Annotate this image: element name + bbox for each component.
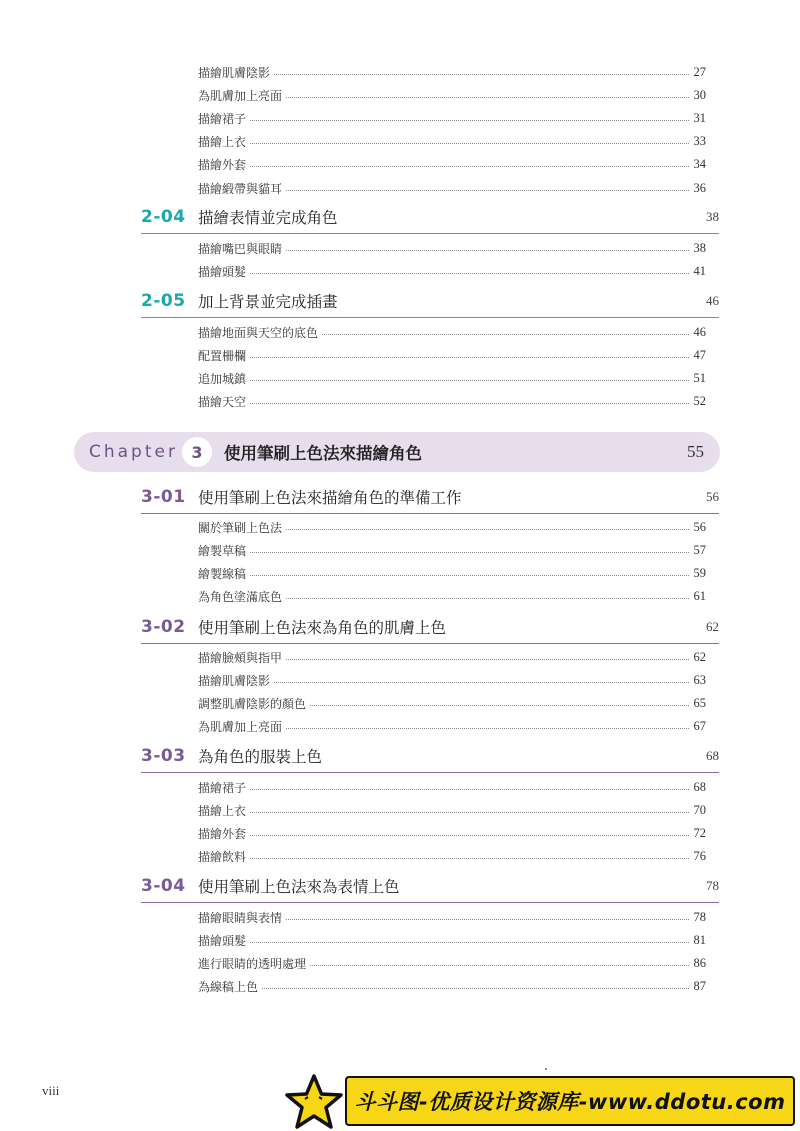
toc-entry-title: 描繪裙子 <box>198 112 247 127</box>
section-page: 68 <box>706 748 719 763</box>
toc-entry[interactable] <box>198 692 706 715</box>
toc-entry-title: 描繪嘴巴與眼睛 <box>198 242 283 256</box>
toc-entry[interactable] <box>198 906 706 929</box>
toc-entry-title: 描繪頭髮 <box>198 934 247 949</box>
section-number: 3-02 <box>141 617 186 637</box>
chapter-label: Chapter <box>89 442 178 462</box>
leader-dots <box>262 988 689 989</box>
leader-dots <box>286 250 689 251</box>
leader-dots <box>250 552 689 553</box>
toc-entry[interactable] <box>198 669 706 692</box>
toc-entry-title: 描繪外套 <box>198 827 247 842</box>
toc-entry-title: 進行眼睛的透明處理 <box>198 957 307 972</box>
section-title: 為角色的服裝上色 <box>198 748 323 766</box>
leader-dots <box>250 575 689 576</box>
leader-dots <box>274 74 689 75</box>
leader-dots <box>250 166 689 167</box>
toc-entry[interactable] <box>198 107 706 130</box>
toc-entry-page: 57 <box>693 543 706 558</box>
section-title: 使用筆刷上色法來描繪角色的準備工作 <box>198 489 462 507</box>
toc-entry-page: 31 <box>693 111 706 126</box>
toc-entry-title: 描繪外套 <box>198 158 247 173</box>
leader-dots <box>286 190 689 191</box>
leader-dots <box>310 705 689 706</box>
section-number: 2-04 <box>141 207 186 227</box>
leader-dots <box>310 965 689 966</box>
chapter-page: 55 <box>687 442 704 461</box>
toc-entry[interactable] <box>198 929 706 952</box>
toc-entry-page: 59 <box>693 566 706 581</box>
toc-section[interactable] <box>141 740 719 773</box>
section-page: 38 <box>706 209 719 224</box>
leader-dots <box>286 728 689 729</box>
toc-entry-page: 78 <box>693 910 706 924</box>
toc-entry[interactable] <box>198 562 706 585</box>
toc-entry-title: 描繪裙子 <box>198 781 247 795</box>
section-title: 描繪表情並完成角色 <box>198 209 338 227</box>
toc-entry-page: 68 <box>693 780 706 794</box>
leader-dots <box>286 97 689 98</box>
toc-entry-title: 描繪臉頰與指甲 <box>198 651 283 665</box>
toc-entry-title: 描繪頭髮 <box>198 265 247 280</box>
section-page: 56 <box>706 489 719 504</box>
section-number: 3-03 <box>141 746 186 766</box>
leader-dots <box>250 143 689 144</box>
toc-entry-title: 描繪天空 <box>198 395 247 410</box>
toc-section[interactable] <box>141 481 719 514</box>
leader-dots <box>286 919 689 920</box>
toc-entry[interactable] <box>198 539 706 562</box>
toc-entry[interactable] <box>198 61 706 84</box>
leader-dots <box>250 858 689 859</box>
section-title: 加上背景並完成插畫 <box>198 293 338 311</box>
toc-entry-page: 38 <box>693 241 706 255</box>
toc-entry-page: 76 <box>693 849 706 864</box>
section-page: 78 <box>706 878 719 893</box>
toc-entry[interactable] <box>198 153 706 176</box>
toc-entry-page: 34 <box>693 157 706 172</box>
toc-entry-title: 描繪上衣 <box>198 804 247 819</box>
toc-entry[interactable] <box>198 516 706 539</box>
leader-dots <box>250 942 689 943</box>
toc-entry-page: 27 <box>693 65 706 79</box>
toc-entry-page: 33 <box>693 134 706 149</box>
toc-entry-title: 描繪上衣 <box>198 135 247 150</box>
toc-entry-title: 為肌膚加上亮面 <box>198 720 283 735</box>
toc-entry[interactable] <box>198 321 706 344</box>
section-number: 2-05 <box>141 291 186 311</box>
toc-entry[interactable] <box>198 845 706 868</box>
toc-entry-title: 配置柵欄 <box>198 349 247 364</box>
toc-entry[interactable] <box>198 715 706 738</box>
leader-dots <box>322 334 689 335</box>
leader-dots <box>250 403 689 404</box>
section-title: 使用筆刷上色法來為表情上色 <box>198 878 400 896</box>
toc-entry-page: 41 <box>693 264 706 279</box>
toc-entry-title: 描繪肌膚陰影 <box>198 674 271 689</box>
toc-entry-page: 51 <box>693 371 706 386</box>
toc-entry-page: 47 <box>693 348 706 363</box>
toc-entry-page: 56 <box>693 520 706 534</box>
chapter-number-badge: 3 <box>182 437 212 467</box>
section-page: 46 <box>706 293 719 308</box>
section-title: 使用筆刷上色法來為角色的肌膚上色 <box>198 619 447 637</box>
toc-entry-title: 描繪地面與天空的底色 <box>198 326 319 340</box>
toc-entry-title: 追加城鎮 <box>198 372 247 387</box>
toc-entry[interactable] <box>198 260 706 283</box>
leader-dots <box>250 357 689 358</box>
leader-dots <box>250 835 689 836</box>
toc-entry-page: 46 <box>693 325 706 339</box>
toc-entry-title: 描繪肌膚陰影 <box>198 66 271 80</box>
toc-entry[interactable] <box>198 646 706 669</box>
toc-entry-title: 繪製草稿 <box>198 544 247 559</box>
leader-dots <box>250 120 689 121</box>
toc-entry[interactable] <box>198 237 706 260</box>
toc-section[interactable] <box>141 285 719 318</box>
toc-section[interactable] <box>141 201 719 234</box>
chapter-title: 使用筆刷上色法來描繪角色 <box>223 444 422 463</box>
toc-section[interactable] <box>141 870 719 903</box>
toc-entry[interactable] <box>198 177 706 200</box>
chapter-heading <box>74 432 720 472</box>
toc-entry-title: 描繪緞帶與貓耳 <box>198 181 283 196</box>
leader-dots <box>250 789 689 790</box>
decorative-dot <box>545 1068 547 1070</box>
leader-dots <box>286 598 689 599</box>
leader-dots <box>250 380 689 381</box>
toc-entry-title: 為角色塗滿底色 <box>198 590 283 605</box>
toc-entry[interactable] <box>198 390 706 413</box>
watermark-text: 斗斗图-优质设计资源库-www.ddotu.com <box>354 1090 786 1114</box>
toc-entry-title: 描繪飲料 <box>198 850 247 865</box>
toc-section[interactable] <box>141 611 719 644</box>
leader-dots <box>274 682 689 683</box>
toc-entry[interactable] <box>198 130 706 153</box>
toc-entry-title: 繪製線稿 <box>198 567 247 582</box>
star-icon <box>283 1073 345 1131</box>
toc-entry-page: 30 <box>693 88 706 103</box>
toc-entry[interactable] <box>198 776 706 799</box>
toc-entry[interactable] <box>198 367 706 390</box>
section-number: 3-01 <box>141 487 186 507</box>
toc-entry-title: 為肌膚加上亮面 <box>198 89 283 104</box>
leader-dots <box>250 812 689 813</box>
toc-entry-page: 87 <box>693 979 706 994</box>
toc-entry[interactable] <box>198 952 706 975</box>
toc-entry-page: 86 <box>693 956 706 971</box>
page-folio: viii <box>42 1083 60 1098</box>
section-number: 3-04 <box>141 876 186 896</box>
toc-entry-page: 63 <box>693 673 706 688</box>
watermark-banner <box>345 1076 795 1126</box>
toc-entry-title: 描繪眼睛與表情 <box>198 911 283 925</box>
toc-entry[interactable] <box>198 975 706 998</box>
toc-entry[interactable] <box>198 799 706 822</box>
toc-entry-page: 36 <box>693 180 706 195</box>
leader-dots <box>286 529 689 530</box>
section-page: 62 <box>706 619 719 634</box>
toc-entry-page: 62 <box>693 650 706 664</box>
leader-dots <box>250 273 689 274</box>
toc-entry-page: 65 <box>693 696 706 711</box>
toc-entry-title: 調整肌膚陰影的顏色 <box>198 697 307 712</box>
toc-entry-page: 67 <box>693 719 706 734</box>
toc-entry[interactable] <box>198 585 706 608</box>
leader-dots <box>286 659 689 660</box>
toc-entry-page: 72 <box>693 826 706 841</box>
toc-entry-page: 70 <box>693 803 706 818</box>
toc-entry-title: 關於筆刷上色法 <box>198 521 283 535</box>
toc-entry-page: 81 <box>693 933 706 948</box>
toc-entry-title: 為線稿上色 <box>198 980 259 995</box>
toc-entry[interactable] <box>198 344 706 367</box>
toc-entry[interactable] <box>198 84 706 107</box>
toc-entry-page: 52 <box>693 394 706 409</box>
toc-entry[interactable] <box>198 822 706 845</box>
toc-entry-page: 61 <box>693 589 706 604</box>
